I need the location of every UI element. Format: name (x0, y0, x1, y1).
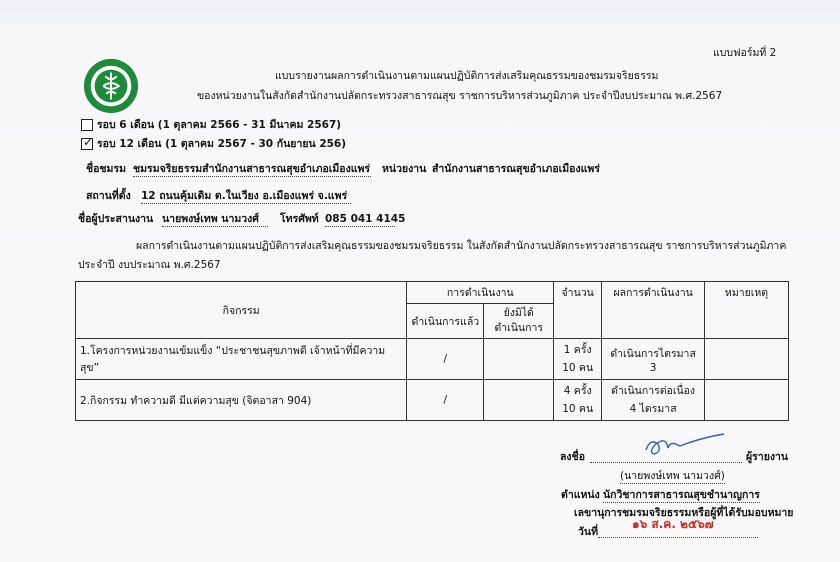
coordinator-value: นายพงษ์เทพ นามวงศ์ (162, 213, 268, 227)
row-result (602, 339, 705, 380)
agency-value: สำนักงานสาธารณสุขอำเภอเมืองแพร่ (432, 163, 600, 175)
row-amount (554, 339, 602, 380)
row-result-line-1: ดำเนินการต่อเนื่อง (611, 385, 696, 397)
activity-table (75, 281, 789, 421)
header-not-done: ยังมิได้ดำเนินการ (484, 304, 554, 339)
date-value: ๑๖ ส.ค. ๒๕๖๗ (632, 517, 714, 531)
header-done: ดำเนินการแล้ว (407, 304, 484, 339)
date-label: วันที่ (578, 526, 598, 538)
row-note (705, 380, 789, 421)
round-6-months-checkbox[interactable] (81, 119, 93, 131)
row-done: / (407, 339, 484, 380)
table-row (76, 339, 789, 380)
check-icon: ✓ (83, 135, 94, 149)
row-amount-people: 10 คน (562, 403, 594, 415)
header-result: ผลการดำเนินงาน (602, 282, 705, 339)
row-amount (554, 380, 602, 421)
row-not-done (484, 339, 554, 380)
phone-label: โทรศัพท์ (280, 213, 319, 225)
title-line-2: ของหน่วยงานในสังกัดสำนักงานปลัดกระทรวงสาธารณสุข ราชการบริหารส่วนภูมิภาค ประจำปีงบประมาณ พ.ศ.2567 (197, 90, 723, 102)
position-label: ตำแหน่ง (561, 489, 600, 501)
row-result-line-1: ดำเนินการไตรมาส 3 (610, 347, 696, 374)
header-activity: กิจกรรม (76, 282, 407, 339)
paragraph-line-2: ประจำปี งบประมาณ พ.ศ.2567 (78, 259, 221, 271)
row-amount-times: 4 ครั้ง (563, 385, 592, 397)
row-amount-people: 10 คน (562, 362, 594, 374)
location-label: สถานที่ตั้ง (86, 190, 131, 202)
table-row (76, 380, 789, 421)
position-line-2: เลขานุการชมรมจริยธรรมหรือผู้ที่ได้รับมอบหมาย (574, 507, 794, 519)
round-12-months-label: รอบ 12 เดือน (1 ตุลาคม 2567 - 30 กันยายน 256) (97, 138, 347, 150)
header-note: หมายเหตุ (705, 282, 789, 339)
row-done: / (407, 380, 484, 421)
header-status: การดำเนินงาน (407, 282, 554, 304)
paragraph-line-1: ผลการดำเนินงานตามแผนปฏิบัติการส่งเสริมคุณธรรมของชมรมจริยธรรม ในสังกัดสำนักงานปลัดกระทรวงสาธารณสุข ราชการบริหารส่วนภูมิภาค (136, 240, 787, 252)
row-activity: 1.โครงการหน่วยงานเข้มแข็ง “ประชาชนสุขภาพดี เจ้าหน้าที่มีความสุข” (76, 339, 407, 380)
sign-name: (นายพงษ์เทพ นามวงศ์) (620, 470, 725, 482)
round-12-months-checkbox[interactable] (81, 135, 94, 150)
title-line-1: แบบรายงานผลการดำเนินงานตามแผนปฏิบัติการส่งเสริมคุณธรรมของชมรมจริยธรรม (275, 70, 659, 82)
location-value: 12 ถนนคุ้มเดิม ต.ในเวียง อ.เมืองแพร่ จ.แพร่ (141, 190, 351, 204)
sign-role: ผู้รายงาน (746, 451, 789, 463)
phone-value: 085 041 4145 (325, 213, 406, 225)
coordinator-label: ชื่อผู้ประสานงาน (78, 213, 154, 225)
date-line (598, 537, 758, 538)
row-result (602, 380, 705, 421)
agency-label: หน่วยงาน (382, 163, 427, 175)
row-note (705, 339, 789, 380)
form-number: แบบฟอร์มที่ 2 (713, 47, 777, 59)
position-value: นักวิชาการสาธารณสุขชำนาญการ (603, 489, 760, 501)
row-activity: 2.กิจกรรม ทำความดี มีแต่ความสุข (จิตอาสา 904) (76, 380, 407, 421)
club-label: ชื่อชมรม (86, 163, 127, 175)
row-result-line-2: 4 ไตรมาส (629, 403, 677, 415)
row-not-done (484, 380, 554, 421)
club-value: ชมรมจริยธรรมสำนักงานสาธารณสุขอำเภอเมืองแพร่ (133, 163, 371, 175)
row-amount-times: 1 ครั้ง (563, 344, 592, 356)
sign-label: ลงชื่อ (560, 451, 585, 463)
ministry-of-public-health-logo (82, 57, 140, 115)
round-6-months-label: รอบ 6 เดือน (1 ตุลาคม 2566 - 31 มีนาคม 2567) (97, 119, 342, 131)
signature (640, 430, 730, 466)
header-amount: จำนวน (554, 282, 602, 339)
